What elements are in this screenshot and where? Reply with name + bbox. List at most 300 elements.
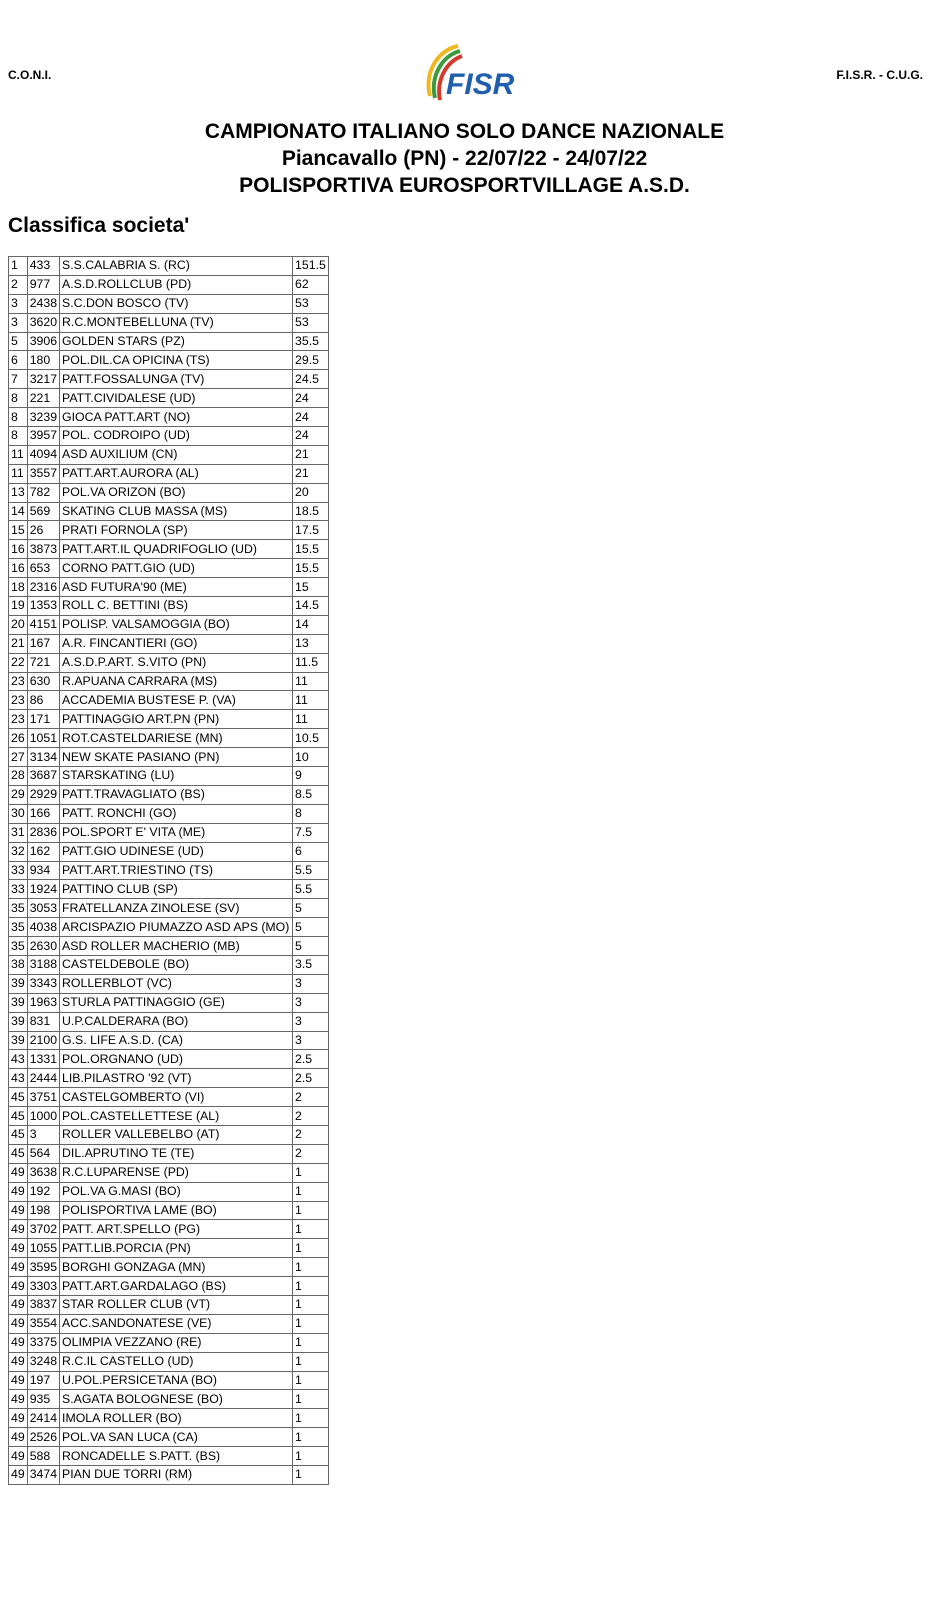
club-cell: PATT.CIVIDALESE (UD) [60,389,293,408]
club-cell: A.S.D.ROLLCLUB (PD) [60,275,293,294]
table-row [9,578,329,597]
table-row [9,502,329,521]
table-row [9,275,329,294]
rank-cell: 49 [9,1295,28,1314]
table-row [9,427,329,446]
table-row [9,1125,329,1144]
code-cell: 3217 [27,370,59,389]
points-cell: 53 [293,313,329,332]
rank-cell: 45 [9,1144,28,1163]
event-location-dates: Piancavallo (PN) - 22/07/22 - 24/07/22 [281,147,648,170]
table-row [9,993,329,1012]
points-cell: 1 [293,1295,329,1314]
points-cell: 8.5 [293,785,329,804]
club-cell: PATT.ART.TRIESTINO (TS) [60,861,293,880]
table-row [9,918,329,937]
rank-cell: 8 [9,389,28,408]
club-cell: PATT.TRAVAGLIATO (BS) [60,785,293,804]
rank-cell: 30 [9,804,28,823]
code-cell: 2526 [27,1428,59,1447]
table-row [9,1031,329,1050]
rank-cell: 3 [9,313,28,332]
points-cell: 1 [293,1390,329,1409]
points-cell: 1 [293,1428,329,1447]
code-cell: 977 [27,275,59,294]
table-row [9,1163,329,1182]
points-cell: 3 [293,1031,329,1050]
club-cell: POL.DIL.CA OPICINA (TS) [60,351,293,370]
code-cell: 1055 [27,1239,59,1258]
points-cell: 1 [293,1163,329,1182]
points-cell: 17.5 [293,521,329,540]
table-row [9,1069,329,1088]
points-cell: 11 [293,672,329,691]
table-row [9,1352,329,1371]
rank-cell: 19 [9,597,28,616]
club-cell: R.APUANA CARRARA (MS) [60,672,293,691]
rank-cell: 23 [9,710,28,729]
points-cell: 21 [293,464,329,483]
club-cell: BORGHI GONZAGA (MN) [60,1258,293,1277]
points-cell: 1 [293,1466,329,1485]
table-row [9,1012,329,1031]
club-cell: POL.VA SAN LUCA (CA) [60,1428,293,1447]
table-row [9,1107,329,1126]
points-cell: 151.5 [293,257,329,276]
points-cell: 5 [293,899,329,918]
code-cell: 564 [27,1144,59,1163]
rank-cell: 49 [9,1371,28,1390]
table-row [9,861,329,880]
table-row [9,408,329,427]
club-cell: ROLLER VALLEBELBO (AT) [60,1125,293,1144]
code-cell: 3554 [27,1314,59,1333]
code-cell: 935 [27,1390,59,1409]
rank-cell: 49 [9,1428,28,1447]
rank-cell: 29 [9,785,28,804]
points-cell: 11.5 [293,653,329,672]
rank-cell: 2 [9,275,28,294]
code-cell: 180 [27,351,59,370]
table-row [9,974,329,993]
table-row [9,842,329,861]
code-cell: 569 [27,502,59,521]
code-cell: 2438 [27,294,59,313]
club-cell: U.P.CALDERARA (BO) [60,1012,293,1031]
club-cell: CORNO PATT.GIO (UD) [60,559,293,578]
table-row [9,597,329,616]
points-cell: 24.5 [293,370,329,389]
rank-cell: 20 [9,615,28,634]
points-cell: 1 [293,1352,329,1371]
rank-cell: 3 [9,294,28,313]
table-row [9,1466,329,1485]
code-cell: 3053 [27,899,59,918]
code-cell: 1353 [27,597,59,616]
points-cell: 35.5 [293,332,329,351]
table-row [9,351,329,370]
rank-cell: 49 [9,1466,28,1485]
rank-cell: 8 [9,427,28,446]
rank-cell: 49 [9,1390,28,1409]
table-row [9,955,329,974]
rank-cell: 5 [9,332,28,351]
code-cell: 3906 [27,332,59,351]
rank-cell: 43 [9,1069,28,1088]
club-cell: POL. CODROIPO (UD) [60,427,293,446]
club-cell: ROLLERBLOT (VC) [60,974,293,993]
code-cell: 221 [27,389,59,408]
points-cell: 5.5 [293,880,329,899]
table-row [9,748,329,767]
rank-cell: 21 [9,634,28,653]
code-cell: 433 [27,257,59,276]
code-cell: 831 [27,1012,59,1031]
rank-cell: 49 [9,1239,28,1258]
table-row [9,313,329,332]
points-cell: 1 [293,1201,329,1220]
points-cell: 3 [293,1012,329,1031]
rank-cell: 32 [9,842,28,861]
table-row [9,559,329,578]
club-cell: GIOCA PATT.ART (NO) [60,408,293,427]
rank-cell: 49 [9,1182,28,1201]
fisr-cug-label: F.I.S.R. - C.U.G. [836,68,923,82]
club-cell: S.AGATA BOLOGNESE (BO) [60,1390,293,1409]
status-bar-fragment-right [713,0,863,4]
club-cell: R.C.MONTEBELLUNA (TV) [60,313,293,332]
rank-cell: 23 [9,691,28,710]
points-cell: 1 [293,1258,329,1277]
code-cell: 3343 [27,974,59,993]
table-row [9,1220,329,1239]
table-row [9,615,329,634]
table-row [9,294,329,313]
rank-cell: 49 [9,1258,28,1277]
club-cell: R.C.LUPARENSE (PD) [60,1163,293,1182]
rank-cell: 49 [9,1314,28,1333]
club-cell: IMOLA ROLLER (BO) [60,1409,293,1428]
code-cell: 171 [27,710,59,729]
club-cell: POL.SPORT E' VITA (ME) [60,823,293,842]
club-cell: LIB.PILASTRO '92 (VT) [60,1069,293,1088]
points-cell: 18.5 [293,502,329,521]
code-cell: 2836 [27,823,59,842]
club-cell: U.POL.PERSICETANA (BO) [60,1371,293,1390]
rank-cell: 49 [9,1333,28,1352]
points-cell: 11 [293,710,329,729]
code-cell: 630 [27,672,59,691]
rank-cell: 1 [9,257,28,276]
code-cell: 3188 [27,955,59,974]
code-cell: 1963 [27,993,59,1012]
table-row [9,445,329,464]
rank-cell: 43 [9,1050,28,1069]
rank-cell: 38 [9,955,28,974]
code-cell: 162 [27,842,59,861]
points-cell: 6 [293,842,329,861]
rank-cell: 49 [9,1277,28,1296]
code-cell: 26 [27,521,59,540]
rank-cell: 49 [9,1352,28,1371]
code-cell: 3474 [27,1466,59,1485]
club-cell: PATT. RONCHI (GO) [60,804,293,823]
club-cell: A.S.D.P.ART. S.VITO (PN) [60,653,293,672]
rank-cell: 39 [9,1012,28,1031]
code-cell: 4151 [27,615,59,634]
club-cell: STURLA PATTINAGGIO (GE) [60,993,293,1012]
table-row [9,1277,329,1296]
table-row [9,767,329,786]
club-cell: PIAN DUE TORRI (RM) [60,1466,293,1485]
points-cell: 21 [293,445,329,464]
table-row [9,1182,329,1201]
rank-cell: 39 [9,974,28,993]
table-row [9,1314,329,1333]
code-cell: 192 [27,1182,59,1201]
code-cell: 3557 [27,464,59,483]
code-cell: 3638 [27,1163,59,1182]
table-row [9,691,329,710]
table-row [9,937,329,956]
code-cell: 2444 [27,1069,59,1088]
club-cell: ACCADEMIA BUSTESE P. (VA) [60,691,293,710]
rank-cell: 49 [9,1409,28,1428]
code-cell: 3 [27,1125,59,1144]
table-row [9,1447,329,1466]
table-row [9,1239,329,1258]
points-cell: 13 [293,634,329,653]
rank-cell: 49 [9,1163,28,1182]
club-cell: PATT.ART.IL QUADRIFOGLIO (UD) [60,540,293,559]
rank-cell: 35 [9,937,28,956]
points-cell: 1 [293,1182,329,1201]
rank-cell: 26 [9,729,28,748]
table-row [9,1428,329,1447]
table-row [9,1371,329,1390]
points-cell: 1 [293,1409,329,1428]
rank-cell: 8 [9,408,28,427]
club-cell: POLISP. VALSAMOGGIA (BO) [60,615,293,634]
code-cell: 934 [27,861,59,880]
points-cell: 2 [293,1107,329,1126]
code-cell: 4038 [27,918,59,937]
club-cell: PATTINAGGIO ART.PN (PN) [60,710,293,729]
rank-cell: 45 [9,1107,28,1126]
club-cell: NEW SKATE PASIANO (PN) [60,748,293,767]
table-row [9,1144,329,1163]
points-cell: 5 [293,918,329,937]
code-cell: 3134 [27,748,59,767]
code-cell: 3239 [27,408,59,427]
club-cell: GOLDEN STARS (PZ) [60,332,293,351]
points-cell: 1 [293,1333,329,1352]
points-cell: 15.5 [293,540,329,559]
points-cell: 15.5 [293,559,329,578]
table-row [9,1088,329,1107]
points-cell: 10 [293,748,329,767]
rank-cell: 23 [9,672,28,691]
points-cell: 53 [293,294,329,313]
table-row [9,1333,329,1352]
points-cell: 5.5 [293,861,329,880]
points-cell: 2 [293,1144,329,1163]
rank-cell: 45 [9,1088,28,1107]
club-cell: S.S.CALABRIA S. (RC) [60,257,293,276]
table-row [9,899,329,918]
club-cell: STARSKATING (LU) [60,767,293,786]
club-cell: OLIMPIA VEZZANO (RE) [60,1333,293,1352]
rank-cell: 6 [9,351,28,370]
club-cell: PATT.FOSSALUNGA (TV) [60,370,293,389]
code-cell: 3595 [27,1258,59,1277]
points-cell: 24 [293,389,329,408]
rank-cell: 11 [9,445,28,464]
points-cell: 24 [293,408,329,427]
rank-cell: 16 [9,540,28,559]
club-cell: CASTELGOMBERTO (VI) [60,1088,293,1107]
club-cell: SKATING CLUB MASSA (MS) [60,502,293,521]
points-cell: 5 [293,937,329,956]
coni-label: C.O.N.I. [8,68,52,82]
rank-cell: 33 [9,861,28,880]
code-cell: 782 [27,483,59,502]
code-cell: 2630 [27,937,59,956]
rank-cell: 33 [9,880,28,899]
table-row [9,653,329,672]
fisr-logo [418,42,514,104]
rank-cell: 35 [9,918,28,937]
points-cell: 2.5 [293,1069,329,1088]
club-cell: A.R. FINCANTIERI (GO) [60,634,293,653]
rank-cell: 16 [9,559,28,578]
table-row [9,1050,329,1069]
points-cell: 1 [293,1371,329,1390]
code-cell: 1924 [27,880,59,899]
points-cell: 9 [293,767,329,786]
points-cell: 1 [293,1314,329,1333]
club-cell: ROLL C. BETTINI (BS) [60,597,293,616]
club-cell: G.S. LIFE A.S.D. (CA) [60,1031,293,1050]
rank-cell: 11 [9,464,28,483]
code-cell: 588 [27,1447,59,1466]
club-cell: PATT.ART.AURORA (AL) [60,464,293,483]
rank-cell: 7 [9,370,28,389]
code-cell: 3248 [27,1352,59,1371]
club-cell: ASD AUXILIUM (CN) [60,445,293,464]
club-cell: PATT.GIO UDINESE (UD) [60,842,293,861]
points-cell: 11 [293,691,329,710]
table-row [9,804,329,823]
code-cell: 2100 [27,1031,59,1050]
table-row [9,521,329,540]
code-cell: 3620 [27,313,59,332]
club-cell: PATT.LIB.PORCIA (PN) [60,1239,293,1258]
table-row [9,1201,329,1220]
club-cell: PRATI FORNOLA (SP) [60,521,293,540]
rank-cell: 49 [9,1201,28,1220]
points-cell: 2.5 [293,1050,329,1069]
points-cell: 3.5 [293,955,329,974]
status-bar-fragment-left [68,0,198,4]
points-cell: 8 [293,804,329,823]
code-cell: 721 [27,653,59,672]
club-cell: ASD FUTURA'90 (ME) [60,578,293,597]
rank-cell: 28 [9,767,28,786]
table-row [9,880,329,899]
club-cell: STAR ROLLER CLUB (VT) [60,1295,293,1314]
points-cell: 3 [293,974,329,993]
table-row [9,785,329,804]
code-cell: 3837 [27,1295,59,1314]
points-cell: 1 [293,1277,329,1296]
club-cell: POL.VA G.MASI (BO) [60,1182,293,1201]
code-cell: 198 [27,1201,59,1220]
code-cell: 3751 [27,1088,59,1107]
table-row [9,389,329,408]
table-row [9,1409,329,1428]
code-cell: 197 [27,1371,59,1390]
code-cell: 1000 [27,1107,59,1126]
code-cell: 2316 [27,578,59,597]
code-cell: 2414 [27,1409,59,1428]
rank-cell: 35 [9,899,28,918]
rank-cell: 39 [9,1031,28,1050]
rank-cell: 45 [9,1125,28,1144]
club-cell: POL.CASTELLETTESE (AL) [60,1107,293,1126]
code-cell: 3702 [27,1220,59,1239]
table-row [9,1390,329,1409]
club-cell: ACC.SANDONATESE (VE) [60,1314,293,1333]
section-title: Classifica societa' [8,214,190,237]
points-cell: 29.5 [293,351,329,370]
rank-cell: 13 [9,483,28,502]
points-cell: 14 [293,615,329,634]
rank-cell: 31 [9,823,28,842]
rank-cell: 27 [9,748,28,767]
table-row [9,464,329,483]
rank-cell: 18 [9,578,28,597]
points-cell: 20 [293,483,329,502]
club-cell: DIL.APRUTINO TE (TE) [60,1144,293,1163]
club-cell: RONCADELLE S.PATT. (BS) [60,1447,293,1466]
table-row [9,257,329,276]
code-cell: 167 [27,634,59,653]
club-cell: PATT. ART.SPELLO (PG) [60,1220,293,1239]
rank-cell: 39 [9,993,28,1012]
table-row [9,332,329,351]
code-cell: 3375 [27,1333,59,1352]
points-cell: 62 [293,275,329,294]
club-cell: ASD ROLLER MACHERIO (MB) [60,937,293,956]
points-cell: 24 [293,427,329,446]
club-cell: CASTELDEBOLE (BO) [60,955,293,974]
club-cell: POLISPORTIVA LAME (BO) [60,1201,293,1220]
table-row [9,1295,329,1314]
code-cell: 166 [27,804,59,823]
logo-text: FISR [446,68,514,101]
points-cell: 7.5 [293,823,329,842]
table-row [9,370,329,389]
points-cell: 10.5 [293,729,329,748]
code-cell: 4094 [27,445,59,464]
points-cell: 1 [293,1220,329,1239]
table-row [9,1258,329,1277]
rank-cell: 15 [9,521,28,540]
table-row [9,729,329,748]
club-cell: FRATELLANZA ZINOLESE (SV) [60,899,293,918]
club-cell: POL.ORGNANO (UD) [60,1050,293,1069]
